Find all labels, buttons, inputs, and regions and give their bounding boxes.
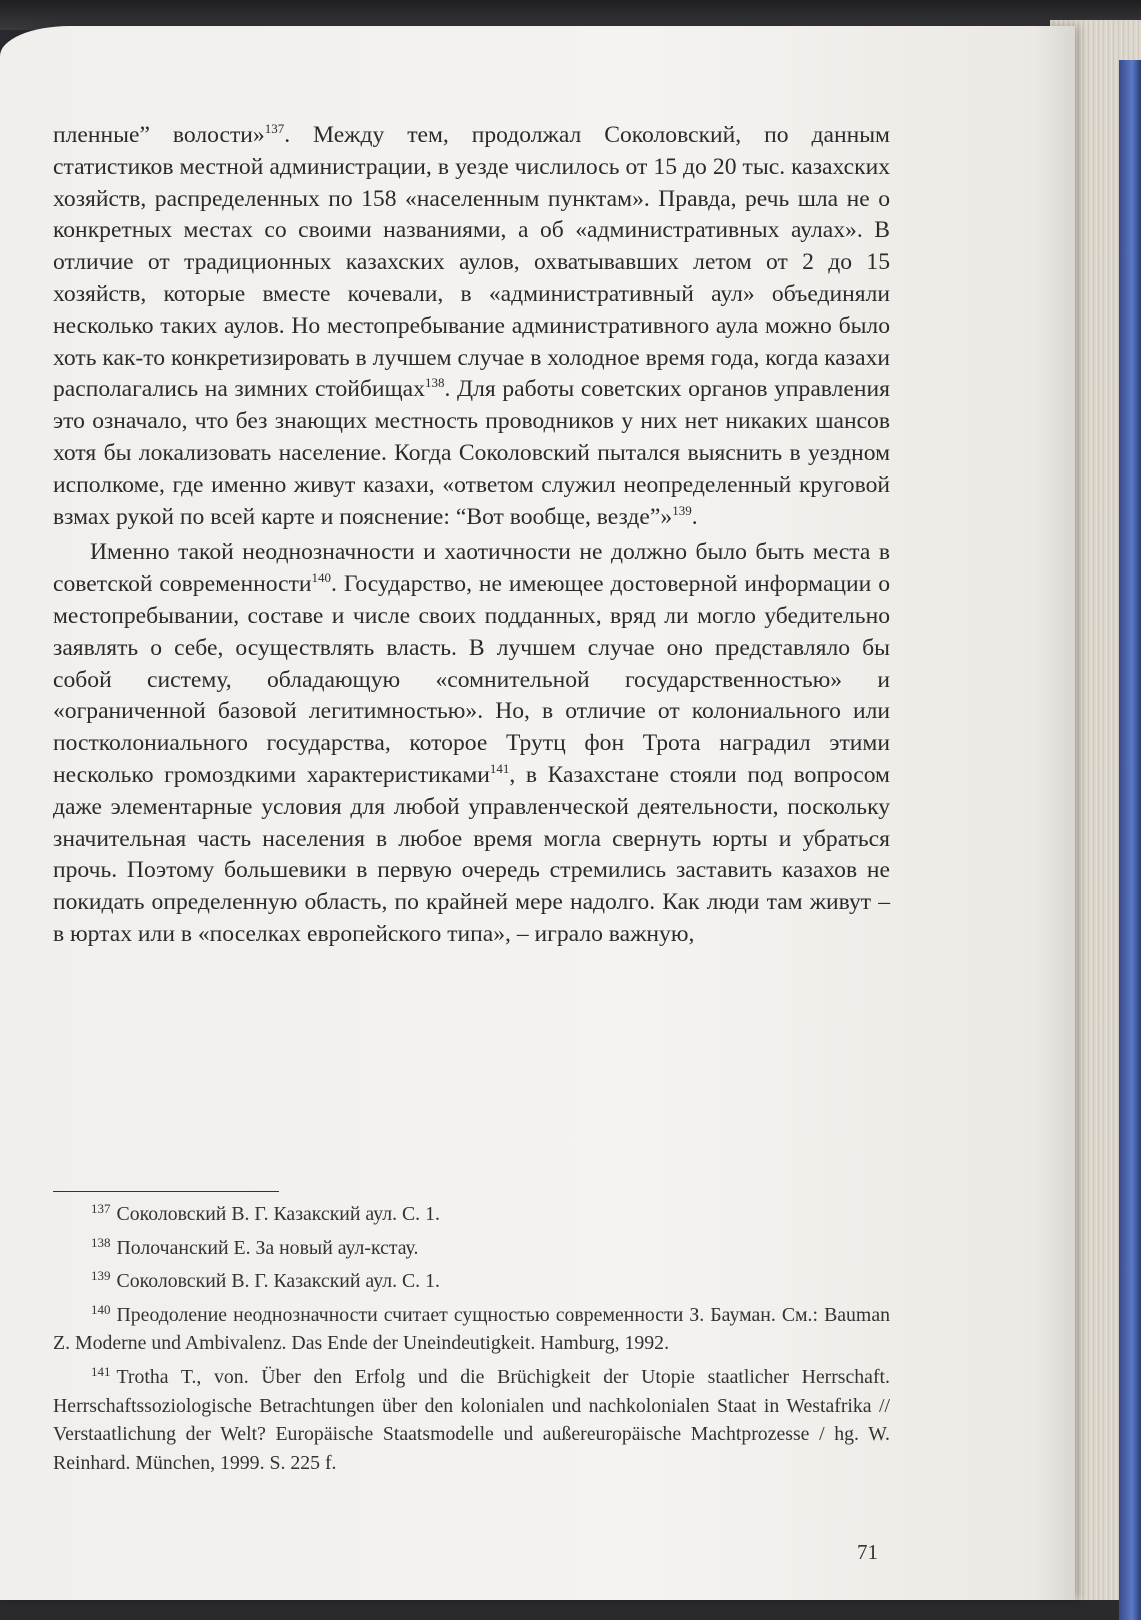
footnote-text: Trotha T., von. Über den Erfolg und die Brüchigkeit der Utopie staatlicher Herrschaft. Herrschaftssoziologische Betrachtungen über den kolonialen und nachkolonialen Staat in Westafrika // Verstaatlichung der Welt? Europäische Staatsmodelle und außereuropäische Machtprozesse / hg. W. Reinhard. München, 1999. S. 225 f.: [53, 1365, 890, 1474]
paragraph-1-text-2: . Между тем, продолжал Соколовский, по данным статистиков местной администрации, в уезде числилось от 15 до 20 тыс. казахских хозяйств, распределенных по 158 «населенным пунктам». Правда, речь шла не о конкретных местах со своими названиями, а об «административных аулах». В отличие от традиционных казахских аулов, охватывавших летом от 2 до 15 хозяйств, которые вместе кочевали, в «административный аул» объединяли несколько таких аулов. Но местопребывание административного аула можно было хоть как-то конкретизировать в лучшем случае в холодное время года, когда казахи располагались на зимних стойбищах: [53, 122, 890, 403]
footnote-text: Соколовский В. Г. Казакский аул. С. 1.: [116, 1203, 440, 1225]
footnote: [53, 1234, 890, 1263]
book-page: [0, 26, 1075, 1600]
main-text: [53, 120, 890, 951]
paragraph-1-text-1: пленные” волости»: [53, 122, 265, 148]
paragraph-1-text-4: .: [691, 503, 698, 530]
footnote-number: 140: [91, 1301, 111, 1317]
footnote-number: 137: [91, 1201, 111, 1216]
footnote-text: Полочанский Е. За новый аул-кстау.: [116, 1236, 419, 1259]
footnote: [53, 1267, 890, 1296]
footnote-ref-139: 139: [672, 502, 692, 518]
footnote-divider: [53, 1191, 279, 1192]
footnote-ref-137: 137: [264, 121, 285, 136]
paragraph-1: [53, 120, 890, 533]
paragraph-2-text-1: Именно такой неоднозначности и хаотичности не должно было быть места в советской современности: [53, 539, 890, 598]
paragraph-2: [53, 537, 890, 950]
footnote-number: 138: [91, 1234, 111, 1250]
paragraph-2-text-3: , в Казахстане стояли под вопросом даже элементарные условия для любой управленческой деятельности, поскольку значительная часть населения в любое время могла свернуть юрты и убраться прочь. Поэтому большевики в первую очередь стремились заставить казахов не покидать определенную область, по крайней мере надолго. Как люди там живут – в юртах или в «поселках европейского типа», – играло важную,: [53, 761, 890, 947]
paragraph-2-text-2: . Государство, не имеющее достоверной информации о местопребывании, составе и числе своих подданных, вряд ли могло убедительно заявлять о себе, осуществлять власть. В лучшем случае оно представляло бы собой систему, обладающую «сомнительной государственностью» и «ограниченной базовой легитимностью». Но, в отличие от колониального или постколониального государства, которое Трутц фон Трота наградил этими несколько громоздкими характеристиками: [53, 571, 890, 788]
footnote: [53, 1301, 890, 1358]
footnote-ref-141: 141: [489, 760, 510, 776]
footnotes: [53, 1200, 890, 1482]
footnote-number: 139: [91, 1268, 111, 1284]
page-number: 71: [857, 1540, 878, 1564]
paragraph-1-text-3: . Для работы советских органов управления это означало, что без знающих местность проводников у них нет никаких шансов хотя бы локализовать население. Когда Соколовский пытался выяснить в уездном исполкоме, где именно живут казахи, «ответом служил неопределенный круговой взмах рукой по всей карте и пояснение: “Вот вообще, везде”»: [53, 376, 890, 530]
footnote-ref-140: 140: [311, 570, 332, 586]
footnote-ref-138: 138: [424, 375, 445, 391]
footnote: [53, 1200, 890, 1229]
footnote: [53, 1363, 890, 1477]
footnote-number: 141: [91, 1363, 111, 1379]
footnote-text: Преодоление неоднозначности считает сущностью современности З. Бауман. См.: Bauman Z. Moderne und Ambivalenz. Das Ende der Uneindeutigkeit. Hamburg, 1992.: [53, 1303, 890, 1355]
footnote-text: Соколовский В. Г. Казакский аул. С. 1.: [116, 1270, 440, 1293]
book-cover-edge: [1119, 60, 1141, 1620]
